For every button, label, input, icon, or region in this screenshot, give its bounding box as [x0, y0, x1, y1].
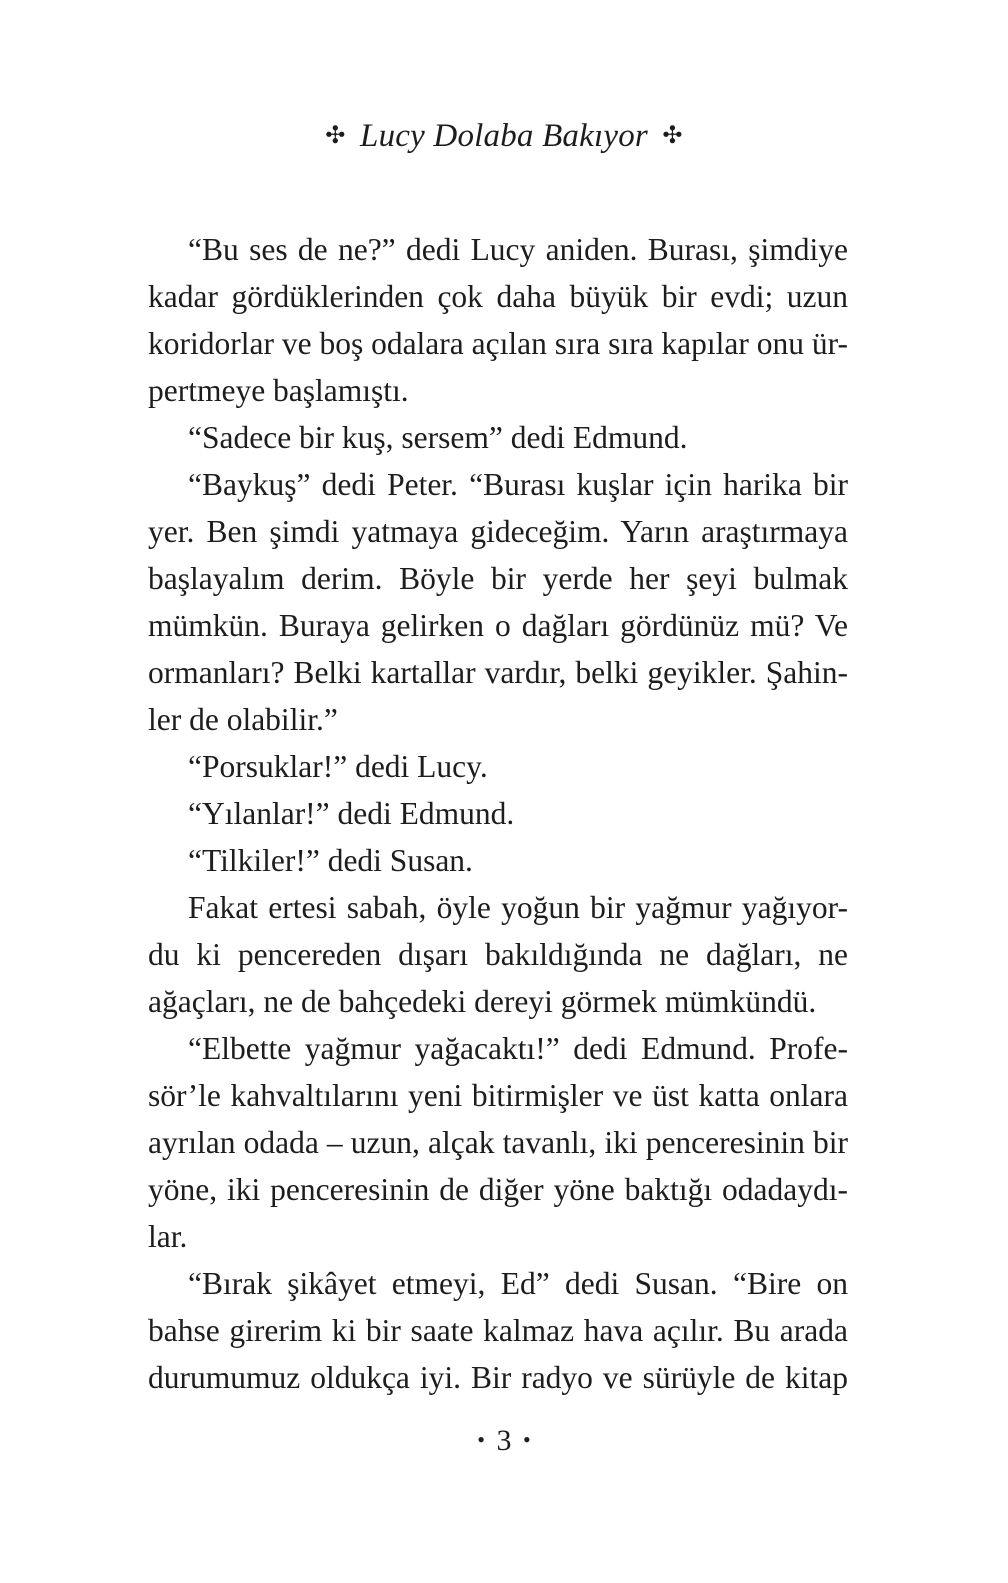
body-text — [148, 226, 848, 1401]
folio-dot-left-icon: • — [477, 1427, 485, 1452]
text-line: yer. Ben şimdi yatmaya gideceğim. Yarın araştırmaya — [148, 514, 848, 549]
running-head — [0, 116, 1008, 156]
text-line: lar. — [148, 1219, 188, 1254]
text-line: “Bırak şikâyet etmeyi, Ed” dedi Susan. “Bire on — [188, 1266, 848, 1301]
ornament-left-icon: ✣ — [325, 123, 346, 149]
text-line: kadar gördüklerinden çok daha büyük bir evdi; uzun — [148, 279, 848, 314]
text-line: başlayalım derim. Böyle bir yerde her şeyi bulmak — [148, 561, 848, 596]
text-line: koridorlar ve boş odalara açılan sıra sıra kapılar onu ür- — [148, 326, 848, 361]
text-line: yöne, iki penceresinin de diğer yöne baktığı odadaydı- — [148, 1172, 848, 1207]
text-line: ler de olabilir.” — [148, 702, 338, 737]
text-line: “Baykuş” dedi Peter. “Burası kuşlar için harika bir — [188, 467, 848, 502]
text-line: “Sadece bir kuş, sersem” dedi Edmund. — [188, 420, 688, 455]
text-line: bahse girerim ki bir saate kalmaz hava açılır. Bu arada — [148, 1313, 848, 1348]
text-line: durumumuz oldukça iyi. Bir radyo ve sürüyle de kitap — [148, 1360, 848, 1395]
page-number — [0, 1420, 1008, 1461]
text-line: du ki pencereden dışarı bakıldığında ne dağları, ne — [148, 937, 848, 972]
text-line: Fakat ertesi sabah, öyle yoğun bir yağmur yağıyor- — [188, 890, 848, 925]
text-line: mümkün. Buraya gelirken o dağları gördünüz mü? Ve — [148, 608, 848, 643]
text-line: ormanları? Belki kartallar vardır, belki geyikler. Şahin- — [148, 655, 848, 690]
text-line: ağaçları, ne de bahçedeki dereyi görmek mümkündü. — [148, 984, 817, 1019]
text-line: “Bu ses de ne?” dedi Lucy aniden. Burası, şimdiye — [188, 232, 848, 267]
text-line: “Yılanlar!” dedi Edmund. — [188, 796, 515, 831]
chapter-title: Lucy Dolaba Bakıyor — [360, 118, 648, 154]
text-line: pertmeye başlamıştı. — [148, 373, 409, 408]
page-number-value: 3 — [496, 1424, 512, 1457]
text-line: ayrılan odada – uzun, alçak tavanlı, iki penceresinin bir — [148, 1125, 848, 1160]
folio-dot-right-icon: • — [523, 1427, 531, 1452]
ornament-right-icon: ✣ — [662, 123, 683, 149]
text-line: “Tilkiler!” dedi Susan. — [188, 843, 473, 878]
text-line: “Elbette yağmur yağacaktı!” dedi Edmund. Profe- — [188, 1031, 848, 1066]
text-line: sör’le kahvaltılarını yeni bitirmişler ve üst katta onlara — [148, 1078, 848, 1113]
text-line: “Porsuklar!” dedi Lucy. — [188, 749, 488, 784]
